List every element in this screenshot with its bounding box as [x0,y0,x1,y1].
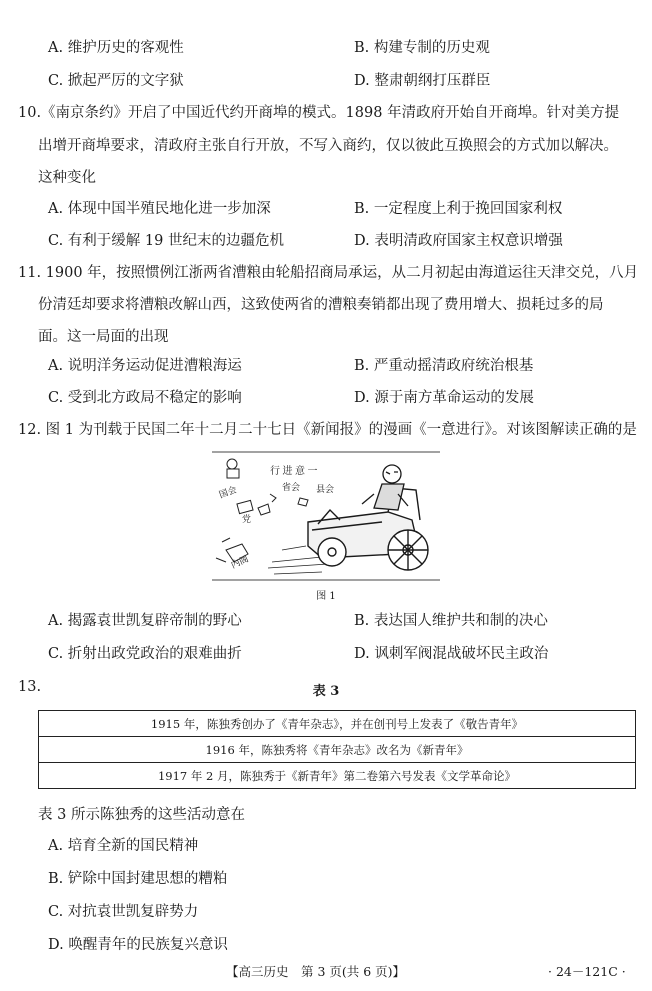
cartoon-figure [212,450,440,582]
q10-stem-line-1: 10.《南京条约》开启了中国近代约开商埠的模式。1898 年清政府开始自开商埠。针对美方提 [18,105,620,121]
table-cell: 1917 年 2 月，陈独秀于《新青年》第二卷第六号发表《文学革命论》 [39,763,636,789]
q9-option-a: A. 维护历史的客观性 [48,40,184,56]
q11-option-a: A. 说明洋务运动促进漕粮海运 [48,358,242,374]
q10-stem-line-2: 出增开商埠要求，清政府主张自行开放，不写入商约，仅以彼此互换照会的方式加以解决。 [38,138,618,154]
cartoon-label-guohui: 国会 [217,484,238,500]
q13-option-a: A. 培育全新的国民精神 [48,838,199,854]
q10-option-a: A. 体现中国半殖民地化进一步加深 [48,201,271,217]
q9-option-b: B. 构建专制的历史观 [354,40,490,56]
q13-option-c: C. 对抗袁世凯复辟势力 [48,904,199,920]
q10-option-c: C. 有利于缓解 19 世纪末的边疆危机 [48,233,284,249]
cartoon-label-xianhui: 县会 [316,484,335,494]
q11-stem-line-1: 11. 1900 年，按照惯例江浙两省漕粮由轮船招商局承运，从二月初起由海道运往天津交兑，八月 [18,265,639,281]
q12-option-b: B. 表达国人维护共和制的决心 [354,613,548,629]
table-row [39,737,636,763]
q12-option-a: A. 揭露袁世凯复辟帝制的野心 [48,613,242,629]
q9-option-c: C. 掀起严厉的文字狱 [48,73,184,89]
cartoon-label-shenghui: 省会 [282,482,301,492]
page-footer: 【高三历史 第 3 页(共 6 页)】 [226,964,406,979]
q12-option-d: D. 讽刺军阀混战破坏民主政治 [354,646,549,662]
cartoon-label-neige: 内阁 [229,553,250,571]
q13-option-d: D. 唤醒青年的民族复兴意识 [48,937,228,953]
q11-option-c: C. 受到北方政局不稳定的影响 [48,390,242,406]
paper-code: · 24－121C · [548,964,626,979]
q13-stem: 表 3 所示陈独秀的这些活动意在 [38,807,245,823]
q11-option-d: D. 源于南方革命运动的发展 [354,390,534,406]
q11-stem-line-2: 份清廷却要求将漕粮改解山西，这致使两省的漕粮奏销都出现了费用增大、损耗过多的局 [38,297,604,313]
q13-option-b: B. 铲除中国封建思想的糟粕 [48,871,228,887]
figure-caption: 图 1 [316,591,336,602]
cartoon-title: 行 进 意 一 [270,466,318,477]
q12-option-c: C. 折射出政党政治的艰难曲折 [48,646,242,662]
q11-stem-line-3: 面。这一局面的出现 [38,329,169,345]
table-cell: 1916 年，陈独秀将《青年杂志》改名为《新青年》 [39,737,636,763]
q11-option-b: B. 严重动摇清政府统治根基 [354,358,534,374]
q9-option-d: D. 整肃朝纲打压群臣 [354,73,491,89]
q13-number: 13. [18,679,42,695]
table-row [39,763,636,789]
q12-stem: 12. 图 1 为刊载于民国二年十二月二十七日《新闻报》的漫画《一意进行》。对该图解读正确的是 [18,422,637,438]
q10-option-b: B. 一定程度上利于挽回国家利权 [354,201,563,217]
cartoon-label-dang: 党 [242,514,252,524]
q10-option-d: D. 表明清政府国家主权意识增强 [354,233,563,249]
table-row [39,711,636,737]
table-title: 表 3 [312,684,340,699]
table-cell: 1915 年，陈独秀创办了《青年杂志》，并在创刊号上发表了《敬告青年》 [39,711,636,737]
table-3 [38,710,636,789]
q10-stem-line-3: 这种变化 [38,170,96,186]
